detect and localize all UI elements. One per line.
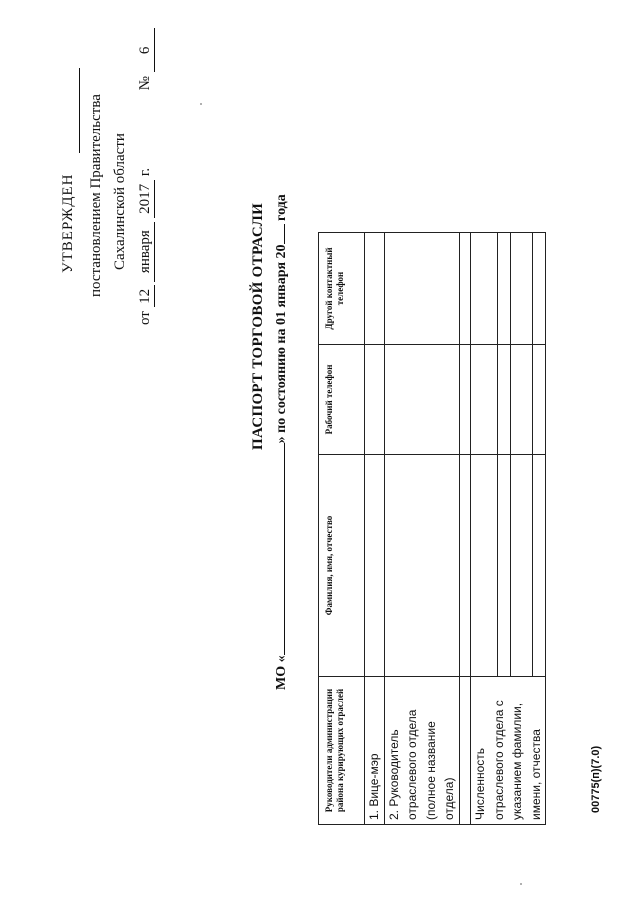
table-header-row bbox=[319, 233, 365, 825]
approval-region-line: Сахалинской области bbox=[112, 133, 128, 270]
table-row bbox=[459, 233, 470, 825]
subtitle-prefix: МО « bbox=[274, 655, 289, 690]
scan-speck bbox=[200, 103, 202, 105]
date-year: 2017 bbox=[138, 180, 155, 218]
subtitle-suffix: года bbox=[274, 194, 289, 221]
date-month: января bbox=[138, 222, 155, 282]
table-cell[interactable] bbox=[498, 233, 511, 345]
approval-date-line bbox=[137, 28, 155, 325]
table-cell bbox=[459, 345, 470, 455]
table-cell[interactable] bbox=[533, 233, 546, 345]
table-cell[interactable] bbox=[365, 455, 385, 677]
table-cell[interactable] bbox=[511, 233, 533, 345]
table-cell[interactable] bbox=[470, 345, 497, 455]
approval-decree-line: постановлением Правительства bbox=[88, 94, 104, 297]
scan-speck bbox=[520, 883, 522, 885]
table-cell[interactable] bbox=[384, 455, 459, 677]
document-subtitle bbox=[272, 194, 290, 690]
table-cell[interactable] bbox=[498, 455, 511, 677]
table-row bbox=[470, 233, 497, 825]
number-label: № bbox=[137, 76, 153, 91]
row-label-department-staff: Численность отраслевого отдела с указанием фамилии, имени, отчества bbox=[470, 677, 545, 825]
date-day: 12 bbox=[138, 285, 155, 307]
table-row bbox=[365, 233, 385, 825]
header-work-phone: Рабочий телефон bbox=[319, 345, 365, 455]
table-cell[interactable] bbox=[470, 233, 497, 345]
header-other-phone: Другой контактный телефон bbox=[319, 233, 365, 345]
table-cell[interactable] bbox=[511, 455, 533, 677]
table-cell[interactable] bbox=[470, 455, 497, 677]
document-number: 6 bbox=[138, 28, 155, 72]
row-label-department-head: 2. Руководитель отраслевого отдела (полное название отдела) bbox=[384, 677, 459, 825]
header-managers: Руководители администрации района курирующих отраслей bbox=[319, 677, 365, 825]
header-full-name: Фамилия, имя, отчество bbox=[319, 455, 365, 677]
date-year-suffix: г. bbox=[137, 167, 153, 177]
table-row bbox=[384, 233, 459, 825]
table-cell bbox=[459, 455, 470, 677]
row-label-vice-mayor: 1. Вице-мэр bbox=[365, 677, 385, 825]
table-cell[interactable] bbox=[533, 345, 546, 455]
table-cell[interactable] bbox=[365, 345, 385, 455]
subtitle-middle: » по состоянию на 01 января 20 bbox=[274, 244, 289, 444]
approval-heading: УТВЕРЖДЕН bbox=[60, 173, 76, 273]
table-cell[interactable] bbox=[533, 455, 546, 677]
table-cell[interactable] bbox=[498, 345, 511, 455]
passport-table bbox=[318, 232, 546, 825]
table-cell bbox=[459, 677, 470, 825]
table-cell[interactable] bbox=[511, 345, 533, 455]
year-blank bbox=[272, 224, 285, 244]
municipality-blank bbox=[272, 443, 285, 655]
table-cell bbox=[459, 233, 470, 345]
table-cell[interactable] bbox=[384, 345, 459, 455]
table-cell[interactable] bbox=[384, 233, 459, 345]
date-prefix: от bbox=[137, 311, 153, 325]
document-title: ПАСПОРТ ТОРГОВОЙ ОТРАСЛИ bbox=[250, 202, 266, 450]
table-cell[interactable] bbox=[365, 233, 385, 345]
form-code: 00775(п)(7.0) bbox=[590, 745, 602, 813]
top-rule bbox=[79, 68, 80, 153]
